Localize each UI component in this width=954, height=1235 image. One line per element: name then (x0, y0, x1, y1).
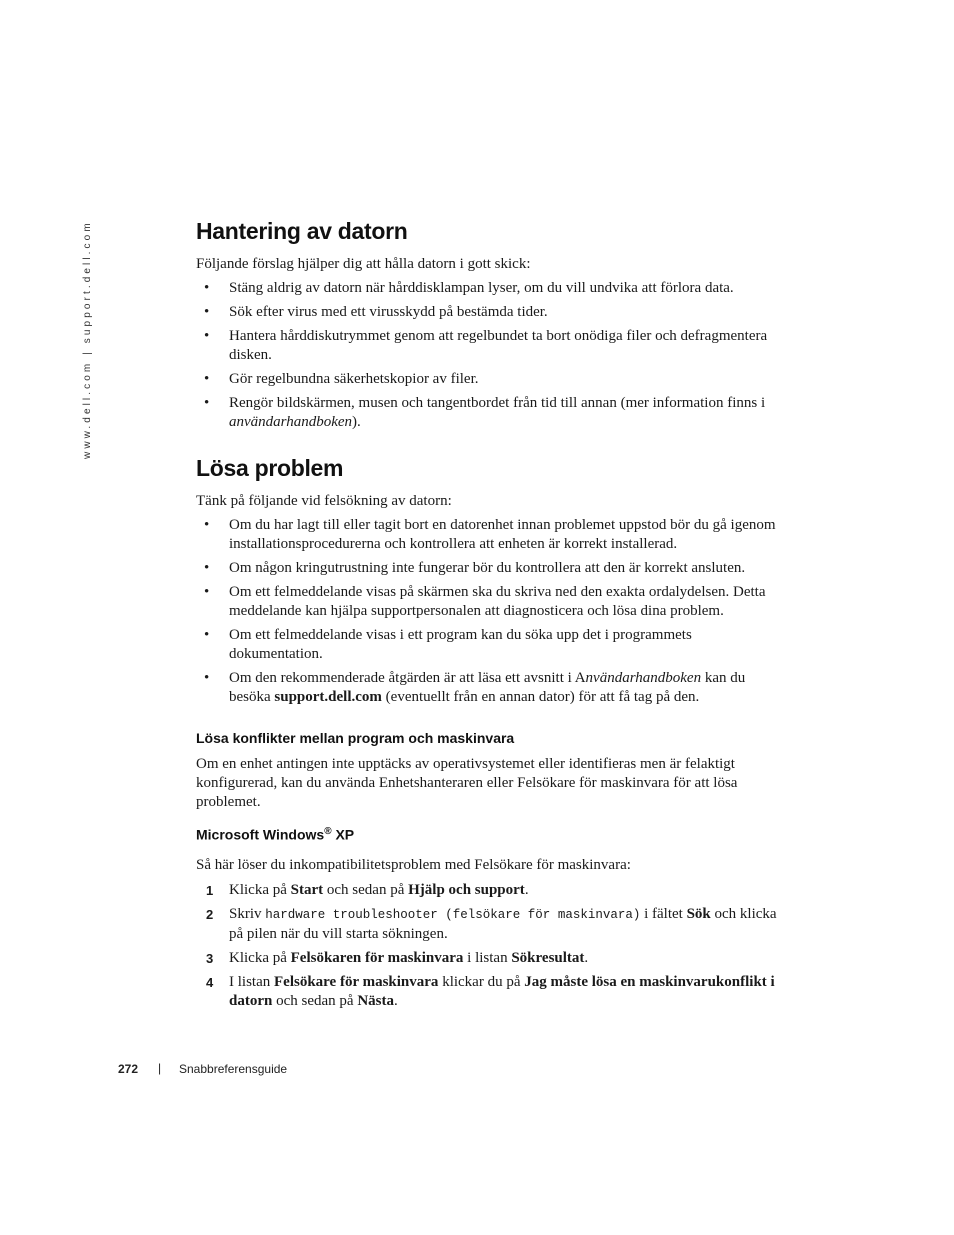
heading-windows-xp: Microsoft Windows® XP (196, 826, 355, 843)
page-number: 272 (118, 1062, 139, 1076)
list-item: • Stäng aldrig av datorn när hårddisklampan lyser, om du vill undvika att förlora data. (204, 280, 734, 296)
manual-reference: nvändarhandboken (585, 670, 702, 686)
step-number: 4 (206, 975, 214, 990)
bullet-icon: • (204, 328, 210, 344)
page-footer (118, 1061, 288, 1076)
step-item: 3 Klicka på Felsökaren för maskinvara i listan Sökresultat. (206, 950, 589, 966)
bullet-icon: • (204, 395, 210, 411)
bullet-icon: • (204, 584, 210, 600)
list-hantering (196, 279, 786, 437)
bullet-icon: • (204, 560, 210, 576)
step-number: 1 (206, 883, 214, 898)
heading-konflikter: Lösa konflikter mellan program och maskinvara (196, 730, 515, 746)
footer-separator: | (158, 1061, 162, 1075)
search-term: hardware troubleshooter (felsökare för maskinvara) (265, 908, 641, 922)
list-item: • Om den rekommenderade åtgärden är att läsa ett avsnitt i Användarhandboken kan du besöka support.dell.com (eventuellt från en annan dator) för att få tag på den. (204, 670, 746, 705)
step-number: 2 (206, 907, 214, 922)
body-konflikter: Om en enhet antingen inte upptäcks av operativsystemet eller identifieras men är felaktigt konfigurerad, kan du använda Enhetshanteraren eller Felsökare för maskinvara för att lösa problemet. (196, 756, 738, 810)
support-link[interactable]: support.dell.com (274, 689, 382, 705)
bullet-icon: • (204, 371, 210, 387)
list-item: • Om du har lagt till eller tagit bort en datorenhet innan problemet uppstod bör du gå igenom installationsprocedurerna och kontrollera att enheten är korrekt installerad. (204, 517, 776, 552)
bullet-icon: • (204, 280, 210, 296)
bullet-icon: • (204, 304, 210, 320)
registered-mark: ® (324, 826, 332, 837)
intro-windows: Så här löser du inkompatibilitetsproblem med Felsökare för maskinvara: (196, 857, 631, 873)
list-item: • Om ett felmeddelande visas på skärmen ska du skriva ned den exakta ordalydelsen. Detta meddelande kan hjälpa supportpersonalen att diagnosticera och lösa dina problem. (204, 584, 766, 619)
step-item: 4 I listan Felsökare för maskinvara klickar du på Jag måste lösa en maskinvarukonflikt i datorn och sedan på Nästa. (206, 974, 775, 1009)
manual-reference: användarhandboken (229, 414, 353, 430)
list-item: • Om ett felmeddelande visas i ett program kan du söka upp det i programmets dokumentation. (204, 627, 692, 662)
heading-hantering: Hantering av datorn (196, 218, 408, 244)
step-item: 1 Klicka på Start och sedan på Hjälp och support. (206, 882, 529, 898)
heading-losa-problem: Lösa problem (196, 455, 344, 481)
list-item: • Sök efter virus med ett virusskydd på bestämda tider. (204, 304, 548, 320)
intro-hantering: Följande förslag hjälper dig att hålla datorn i gott skick: (196, 256, 531, 272)
bullet-icon: • (204, 627, 210, 643)
list-item: • Om någon kringutrustning inte fungerar bör du kontrollera att den är korrekt ansluten. (204, 560, 746, 576)
side-url: www.dell.com | support.dell.com (82, 220, 93, 459)
bullet-icon: • (204, 670, 210, 686)
list-losa-problem (196, 516, 786, 712)
steps-list (196, 881, 786, 1016)
list-item: • Hantera hårddiskutrymmet genom att regelbundet ta bort onödiga filer och defragmentera disken. (204, 328, 768, 363)
intro-losa-problem: Tänk på följande vid felsökning av datorn: (196, 493, 452, 509)
step-number: 3 (206, 951, 214, 966)
guide-title: Snabbreferensguide (179, 1062, 288, 1076)
step-item: 2 Skriv hardware troubleshooter (felsökare för maskinvara) i fältet Sök och klicka på pilen när du vill starta sökningen. (206, 906, 777, 942)
bullet-icon: • (204, 517, 210, 533)
list-item: • Gör regelbundna säkerhetskopior av filer. (204, 371, 479, 387)
list-item: • Rengör bildskärmen, musen och tangentbordet från tid till annan (mer information finns i användarhandboken). (204, 395, 766, 430)
